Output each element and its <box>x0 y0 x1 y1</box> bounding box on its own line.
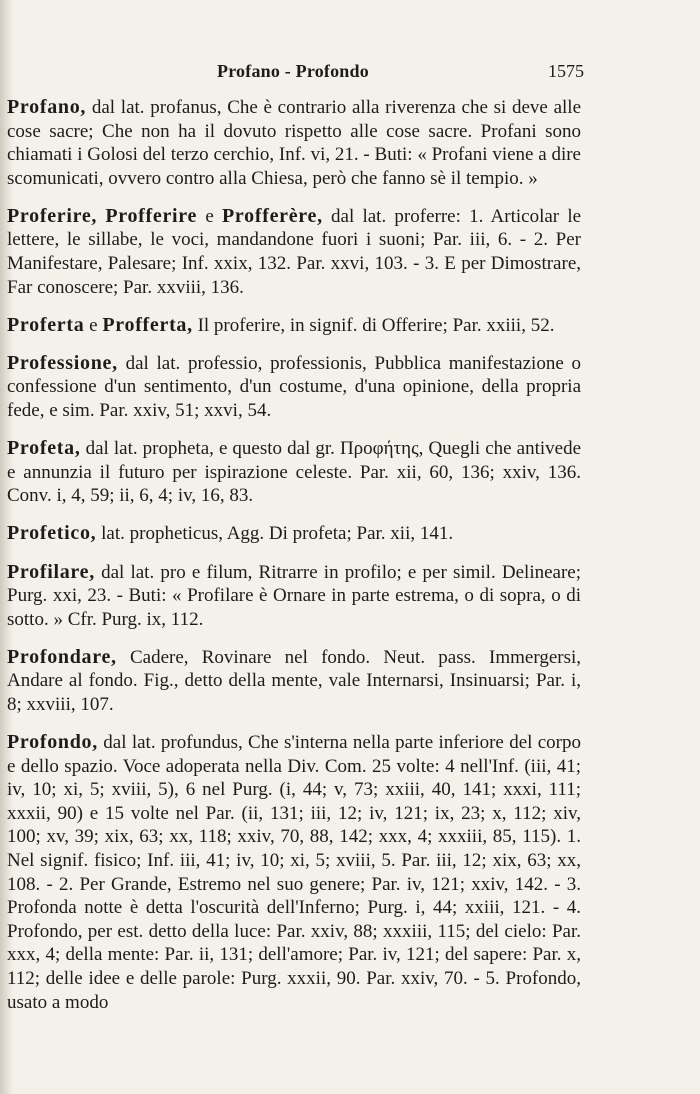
headword: Proferire, <box>7 204 98 227</box>
entry-proferta <box>7 314 581 338</box>
entry-text: Cadere, Rovinare nel fondo. Neut. pass. Immergersi, Andare al fondo. Fig., detto della mente, vale Internarsi, Insinuarsi; Par. i, 8; xxviii, 107. <box>7 646 581 715</box>
headword-conjunction: e <box>89 314 98 336</box>
dictionary-page <box>7 0 700 1094</box>
page-number: 1575 <box>548 61 584 81</box>
headword: Profondare, <box>7 645 117 668</box>
headword: Profetico, <box>7 522 97 545</box>
headword: Profano, <box>7 96 87 118</box>
headword: Profferère, <box>222 204 323 227</box>
entry-profeta <box>7 437 581 508</box>
headword: Profferire <box>105 204 198 227</box>
headword: Professione, <box>7 351 118 374</box>
entry-text: dal lat. profundus, Che s'interna nella parte inferiore del corpo e dello spazio. Voce adoperata nella Div. Com. 25 volte: 4 nell'Inf. (iii, 41; iv, 10; xi, 5; xviii, 5), 6 nel Purg. (i, 44; v, 73; xxiii, 40, 141; xxxi, 111; xxxii, 90) e 15 volte nel Par. (ii, 131; iii, 12; iv, 121; ix, 23; x, 112; xiv, 100; xv, 39; xix, 63; xx, 118; xxiv, 70, 88, 142; xxx, 4; xxxiii, 85, 115). 1. Nel signif. fisico; Inf. iii, 41; iv, 10; xi, 5; xviii, 5. Par. iii, 12; xix, 63; xx, 108. - 2. Per Grande, Estremo nel suo genere; Par. iv, 121; xxiv, 142. - 3. Profonda notte è detta l'oscurità dell'Inferno; Purg. i, 44; xxiii, 121. - 4. Profondo, per est. detto della luce: Par. xxiv, 88; xxxiii, 115; del cielo: Par. xxx, 4; della mente: Par. ii, 131; dell'amore; Par. iv, 121; del sapere: Par. x, 112; delle idee e delle parole: Purg. xxxii, 90. Par. xxiv, 70. - 5. Profondo, usato a modo <box>7 732 582 1013</box>
entry-professione <box>7 352 581 423</box>
entry-profondare <box>7 646 581 717</box>
entry-text: Il proferire, in signif. di Offerire; Par. xxiii, 52. <box>197 314 555 336</box>
entry-profetico <box>7 522 581 546</box>
entry-proferire <box>7 205 581 299</box>
running-header <box>7 61 700 83</box>
entry-text: dal lat. profanus, Che è contrario alla riverenza che si deve alle cose sacre; Che non ha il dovuto rispetto alle cose sacre. Profani sono chiamati i Golosi del terzo cerchio, Inf. vi, 21. - Buti: « Profani viene a dire scomunicati, ovvero contro alla Chiesa, però che fanno sè il tempio. » <box>7 97 581 189</box>
entry-profondo <box>7 731 581 1014</box>
headword: Profeta, <box>7 437 81 460</box>
entry-profilare <box>7 561 581 632</box>
entry-text: dal lat. pro e filum, Ritrarre in profilo; e per simil. Delineare; Purg. xxi, 23. - Buti: « Profilare è Ornare in parte estrema, o di sopra, o di sotto. » Cfr. Purg. ix, 112. <box>7 561 581 630</box>
headword: Profferta, <box>102 313 193 336</box>
entries-column <box>7 96 581 1029</box>
entry-text: dal lat. professio, professionis, Pubblica manifestazione o confessione d'un sentimento, d'un costume, d'una opinione, della propria fede, e sim. Par. xxiv, 51; xxvi, 54. <box>7 352 582 422</box>
headword: Profondo, <box>7 731 98 754</box>
headword: Profilare, <box>7 560 95 583</box>
headword-conjunction: e <box>205 205 214 227</box>
headword: Proferta <box>7 313 85 336</box>
entry-text: dal lat. proferre: 1. Articolar le lettere, le sillabe, le voci, mandandone fuori i suoni; Par. iii, 6. - 2. Per Manifestare, Palesare; Inf. xxix, 132. Par. xxvi, 103. - 3. E per Dimostrare, Far conoscere; Par. xxviii, 136. <box>7 205 582 298</box>
entry-text: dal lat. propheta, e questo dal gr. Προφήτης, Quegli che antivede e annunzia il futuro per ispirazione celeste. Par. xii, 60, 136; xxiv, 136. Conv. i, 4, 59; ii, 6, 4; iv, 16, 83. <box>7 438 582 507</box>
running-title: Profano - Profondo <box>217 61 369 81</box>
entry-text: lat. propheticus, Agg. Di profeta; Par. xii, 141. <box>101 523 454 545</box>
entry-profano <box>7 96 581 190</box>
